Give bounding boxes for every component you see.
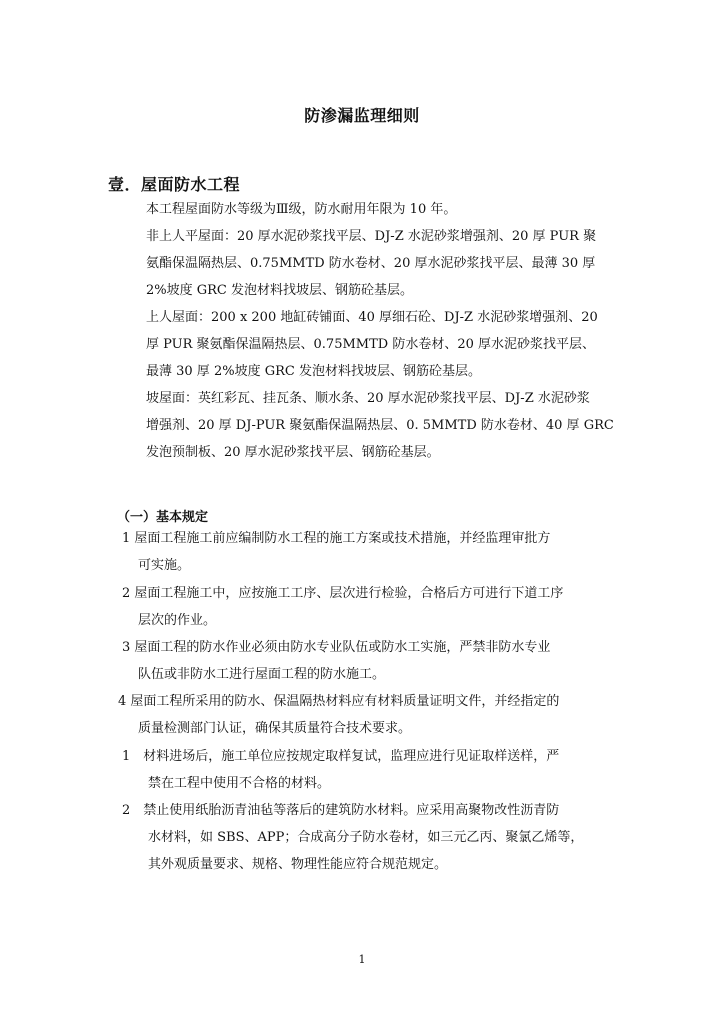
section-heading: 壹．屋面防水工程 [108, 175, 241, 194]
paragraph-non-accessible-roof [146, 223, 620, 304]
rule-line: 1 材料进场后，施工单位应按规定取样复试，监理应进行见证取样送样，严 [122, 749, 560, 764]
rule-line: 2 屋面工程施工中，应按施工工序、层次进行检验，合格后方可进行下道工序 [122, 586, 564, 601]
rule-item-2 [122, 580, 622, 634]
rule-line: 2 禁止使用纸胎沥青油毡等落后的建筑防水材料。应采用高聚物改性沥青防 [122, 803, 560, 818]
rule-line: 1 屋面工程施工前应编制防水工程的施工方案或技术措施，并经监理审批方 [122, 531, 551, 546]
rule-line: 3 屋面工程的防水作业必须由防水专业队伍或防水工实施，严禁非防水专业 [122, 640, 551, 655]
paragraph-line: 厚 PUR 聚氨酯保温隔热层、0.75MMTD 防水卷材、20 厚水泥砂浆找平层、 [146, 337, 595, 352]
paragraph-accessible-roof [146, 304, 620, 385]
paragraph-line: 坡屋面：英红彩瓦、挂瓦条、顺水条、20 厚水泥砂浆找平层、DJ-Z 水泥砂浆 [146, 391, 590, 406]
rule-item-4 [118, 688, 618, 742]
paragraph-pitched-roof [146, 385, 620, 466]
paragraph-line: 2%坡度 GRC 发泡材料找坡层、钢筋砼基层。 [146, 283, 414, 298]
rule-line: 禁在工程中使用不合格的材料。 [148, 776, 331, 791]
rule-item-material-testing [122, 743, 622, 797]
paragraph-line: 本工程屋面防水等级为Ⅲ级，防水耐用年限为 10 年。 [146, 202, 457, 217]
rule-line: 可实施。 [138, 558, 191, 573]
rule-line: 水材料，如 SBS、APP；合成高分子防水卷材，如三元乙丙、聚氯乙烯等， [148, 830, 584, 845]
paragraph-line: 上人屋面：200 x 200 地缸砖铺面、40 厚细石砼、DJ-Z 水泥砂浆增强剂、20 [146, 310, 598, 325]
paragraph-line: 非上人平屋面：20 厚水泥砂浆找平层、DJ-Z 水泥砂浆增强剂、20 厚 PUR 聚 [146, 229, 597, 244]
paragraph-waterproof-grade [146, 196, 620, 223]
rule-item-1 [122, 525, 622, 579]
page-number: 1 [358, 953, 366, 966]
document-title: 防渗漏监理细则 [304, 106, 420, 125]
rule-line: 其外观质量要求、规格、物理性能应符合规范规定。 [148, 857, 448, 872]
rule-line: 4 屋面工程所采用的防水、保温隔热材料应有材料质量证明文件，并经指定的 [118, 694, 560, 709]
paragraph-line: 氨酯保温隔热层、0.75MMTD 防水卷材、20 厚水泥砂浆找平层、最薄 30 厚 [146, 256, 596, 271]
rule-item-material-ban [122, 797, 622, 878]
subsection-heading-basic-rules: （一）基本规定 [117, 510, 209, 525]
paragraph-line: 发泡预制板、20 厚水泥砂浆找平层、钢筋砼基层。 [146, 445, 440, 460]
paragraph-line: 增强剂、20 厚 DJ-PUR 聚氨酯保温隔热层、0. 5MMTD 防水卷材、40 厚 GRC [146, 418, 614, 433]
rule-line: 队伍或非防水工进行屋面工程的防水施工。 [138, 667, 386, 682]
rule-line: 层次的作业。 [138, 613, 217, 628]
rule-line: 质量检测部门认证，确保其质量符合技术要求。 [138, 721, 412, 736]
rule-item-3 [122, 634, 622, 688]
paragraph-line: 最薄 30 厚 2%坡度 GRC 发泡材料找坡层、钢筋砼基层。 [146, 364, 481, 379]
